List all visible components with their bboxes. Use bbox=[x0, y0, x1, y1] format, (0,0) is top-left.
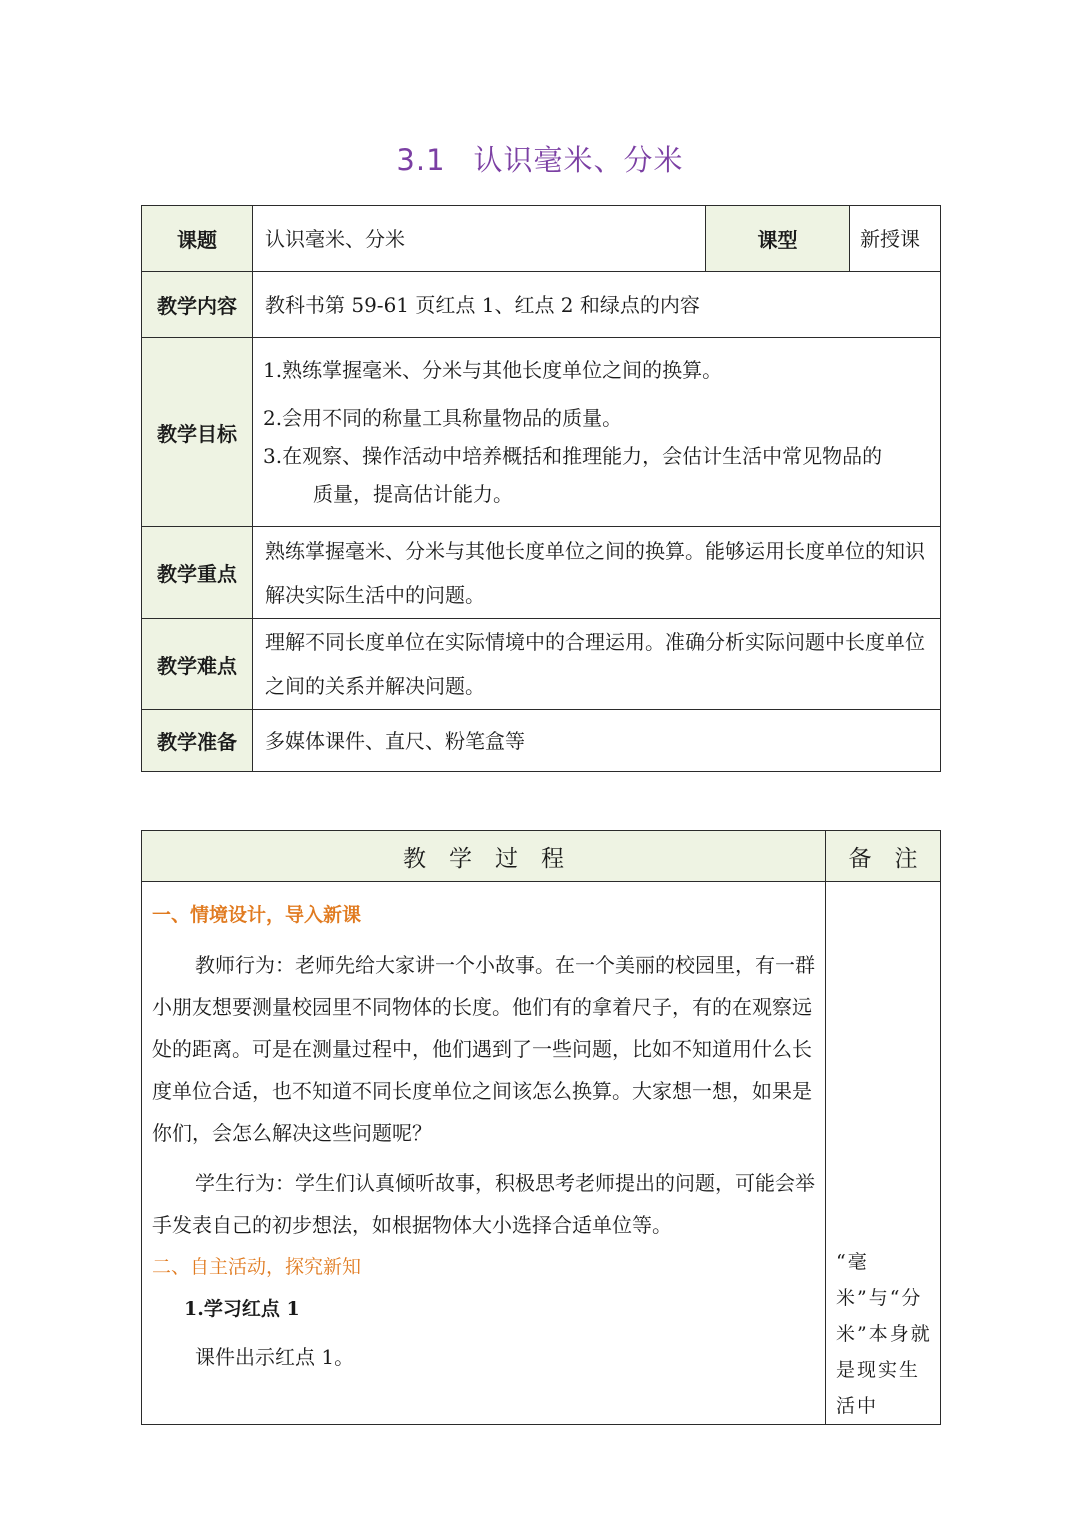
topic-row bbox=[142, 206, 941, 272]
teacher-paragraph: 教师行为：老师先给大家讲一个小故事。在一个美丽的校园里，有一群小朋友想要测量校园里不同物体的长度。他们有的拿着尺子，有的在观察远处的距离。可是在测量过程中，他们遇到了一些问题，比如不知道用什么长度单位合适，也不知道不同长度单位之间该怎么换算。大家想一想，如果是你们，会怎么解决这些问题呢？ bbox=[152, 953, 815, 1145]
lesson-info-table bbox=[141, 205, 941, 772]
type-label: 课型 bbox=[706, 206, 850, 272]
type-value: 新授课 bbox=[850, 206, 941, 272]
section-heading: 二、自主活动，探究新知 bbox=[152, 1256, 362, 1278]
teaching-process-table bbox=[141, 830, 941, 1425]
difficulty-value: 理解不同长度单位在实际情境中的合理运用。准确分析实际问题中长度单位之间的关系并解决问题。 bbox=[253, 619, 941, 710]
topic-value: 认识毫米、分米 bbox=[253, 206, 706, 272]
key-row bbox=[142, 527, 941, 619]
note-text: “毫米”与“分米”本身就是现实生活中 bbox=[826, 882, 941, 1425]
difficulty-label: 教学难点 bbox=[142, 619, 253, 710]
goals-label: 教学目标 bbox=[142, 338, 253, 527]
prep-row bbox=[142, 710, 941, 772]
difficulty-row bbox=[142, 619, 941, 710]
goal-item: 1.熟练掌握毫米、分米与其他长度单位之间的换算。 bbox=[263, 358, 723, 382]
page-title: 3.1 认识毫米、分米 bbox=[396, 143, 684, 177]
notes-header: 备 注 bbox=[826, 831, 941, 882]
goal-item: 3.在观察、操作活动中培养概括和推理能力，会估计生活中常见物品的 bbox=[263, 444, 883, 468]
content-label: 教学内容 bbox=[142, 272, 253, 338]
process-header-row bbox=[142, 831, 941, 882]
section-heading: 一、情境设计，导入新课 bbox=[152, 904, 362, 926]
process-body-row bbox=[142, 882, 941, 1425]
goal-item: 2.会用不同的称量工具称量物品的质量。 bbox=[263, 406, 623, 430]
subsection-text: 课件出示红点 1。 bbox=[195, 1345, 355, 1369]
content-value: 教科书第 59-61 页红点 1、红点 2 和绿点的内容 bbox=[253, 272, 941, 338]
process-header: 教 学 过 程 bbox=[142, 831, 826, 882]
key-label: 教学重点 bbox=[142, 527, 253, 619]
subsection-heading: 1.学习红点 1 bbox=[184, 1298, 300, 1320]
goals-list bbox=[253, 338, 941, 527]
content-row bbox=[142, 272, 941, 338]
topic-label: 课题 bbox=[142, 206, 253, 272]
prep-value: 多媒体课件、直尺、粉笔盒等 bbox=[253, 710, 941, 772]
goals-row bbox=[142, 338, 941, 527]
prep-label: 教学准备 bbox=[142, 710, 253, 772]
goal-item: 质量，提高估计能力。 bbox=[313, 482, 513, 506]
student-paragraph: 学生行为：学生们认真倾听故事，积极思考老师提出的问题，可能会举手发表自己的初步想法，如根据物体大小选择合适单位等。 bbox=[152, 1171, 815, 1237]
key-value: 熟练掌握毫米、分米与其他长度单位之间的换算。能够运用长度单位的知识解决实际生活中的问题。 bbox=[253, 527, 941, 619]
process-content bbox=[142, 882, 826, 1425]
